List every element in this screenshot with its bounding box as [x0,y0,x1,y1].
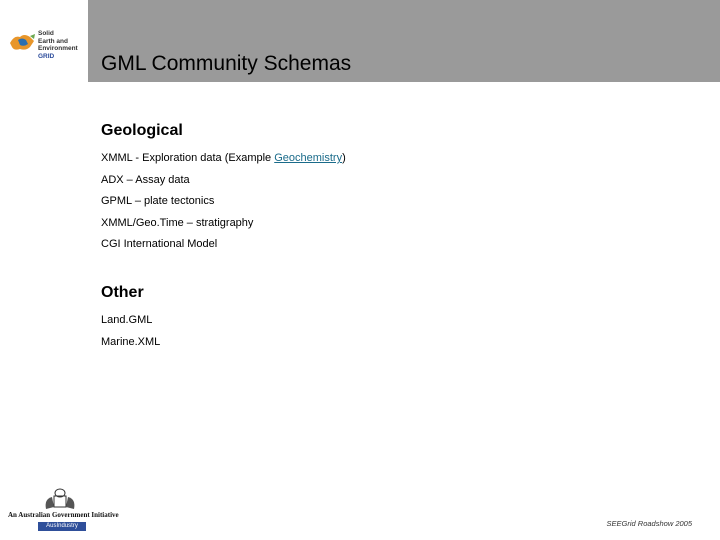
header-bar [88,0,720,82]
ausindustry-badge: AusIndustry [38,522,86,531]
list-item: ADX – Assay data [101,173,190,186]
logo-line-3: Environment [38,45,78,52]
item-text-suffix: ) [342,152,346,164]
list-item: XMML/Geo.Time – stratigraphy [101,216,254,229]
list-item: Land.GML [101,314,153,326]
australian-government-logo [8,487,119,535]
seegrid-logo-mark-icon [8,31,38,53]
coat-of-arms-icon [40,487,80,511]
seegrid-logo [0,0,88,82]
section-other [101,284,160,357]
geochemistry-link[interactable]: Geochemistry [274,152,343,164]
government-initiative-text: An Australian Government Initiative [8,511,119,519]
list-item: CGI International Model [101,238,218,250]
section-heading: Geological [101,122,183,139]
section-heading: Other [101,284,144,301]
list-item [101,152,346,174]
logo-grid-tag: GRID [38,52,55,60]
list-item: GPML – plate tectonics [101,195,215,207]
logo-line-2: Earth and [38,37,68,45]
logo-line-1: Solid [38,30,54,37]
page-title: GML Community Schemas [101,52,352,75]
list-item: Marine.XML [101,335,161,348]
item-text-prefix: XMML - Exploration data (Example [101,152,275,164]
footer-note: SEEGrid Roadshow 2005 [606,519,692,528]
seegrid-logo-text [38,30,78,60]
section-geological [101,122,346,260]
